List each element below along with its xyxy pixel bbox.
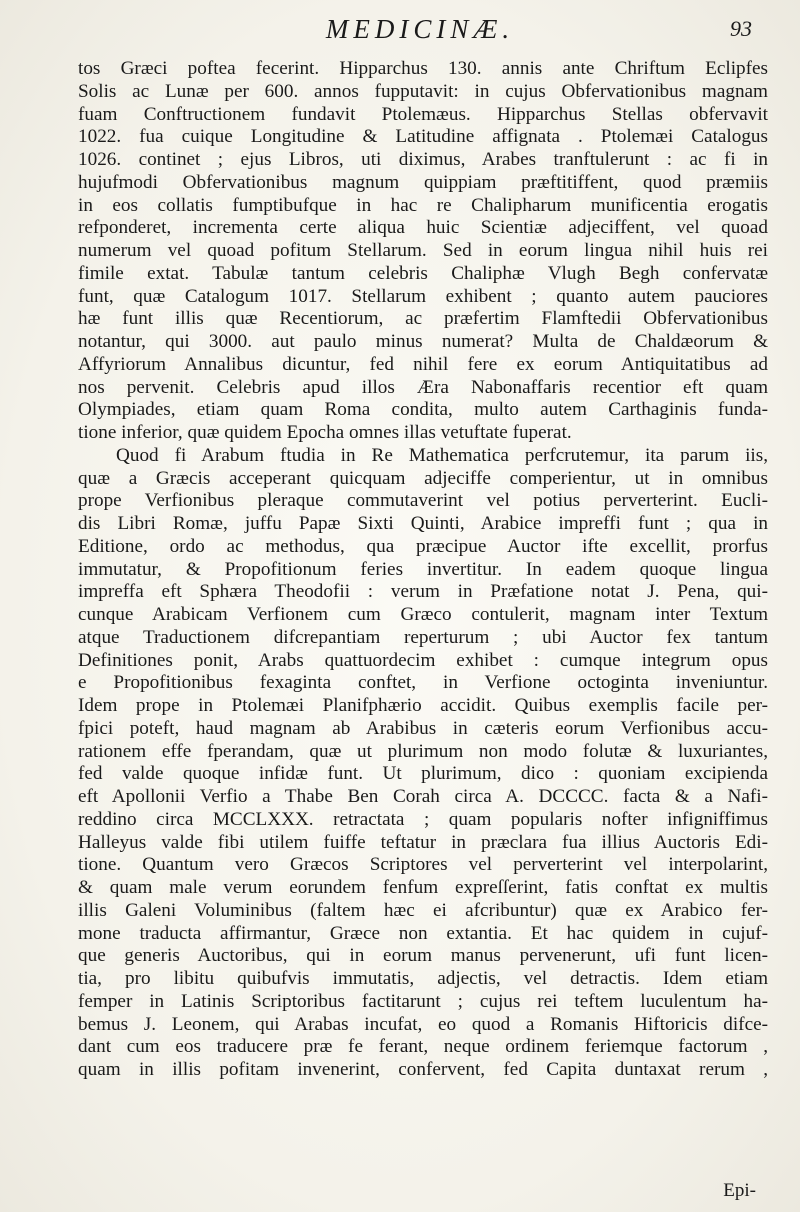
text-line: funt, quæ Catalogum 1017. Stellarum exhibent ; quanto autem pauciores bbox=[78, 285, 768, 307]
body-text bbox=[78, 58, 768, 1082]
text-line: quam in illis pofitam invenerint, confervent, fed Capita duntaxat rerum , bbox=[78, 1059, 768, 1080]
text-line: eft Apollonii Verfio a Thabe Ben Corah circa A. DCCCC. facta & a Nafi- bbox=[78, 786, 768, 807]
text-line: hæ funt illis quæ Recentiorum, ac præfertim Flamftedii Obfervationibus bbox=[78, 308, 768, 330]
text-line: 1026. continet ; ejus Libros, uti diximus, Arabes tranftulerunt : ac fi in bbox=[78, 149, 768, 170]
text-line: refponderet, incrementa certe aliqua huic Scientiæ adjeciffent, vel quoad bbox=[78, 217, 768, 239]
text-line: que generis Auctoribus, qui in eorum manus pervenerunt, ufi funt licen- bbox=[78, 945, 768, 967]
text-line: Editione, ordo ac methodus, qua præcipue Auctor ifte excellit, prorfus bbox=[78, 535, 768, 557]
text-line: quæ a Græcis acceperant quicquam adjeciffe comperientur, ut in omnibus bbox=[78, 467, 768, 489]
text-line: prope Verfionibus pleraque commutaverint vel potius perverterint. Eucli- bbox=[78, 490, 768, 512]
text-line: e Propofitionibus fexaginta conftet, in Verfione octoginta inveniuntur. bbox=[78, 672, 768, 694]
text-line: tia, pro libitu quibufvis immutatis, adjectis, vel detractis. Idem etiam bbox=[78, 968, 768, 989]
text-line: notantur, qui 3000. aut paulo minus numerat? Multa de Chaldæorum & bbox=[78, 331, 768, 352]
text-line: bemus J. Leonem, qui Arabas incufat, eo quod a Romanis Hiftoricis difce- bbox=[78, 1013, 768, 1035]
text-line: Olympiades, etiam quam Roma condita, multo autem Carthaginis funda- bbox=[78, 399, 768, 421]
text-line: fpici poteft, haud magnam ab Arabibus in cæteris eorum Verfionibus accu- bbox=[78, 717, 768, 739]
text-line: Solis ac Lunæ per 600. annos fupputavit: in cujus Obfervationibus magnam bbox=[78, 80, 768, 102]
text-line: fimile extat. Tabulæ tantum celebris Chaliphæ Vlugh Begh confervatæ bbox=[78, 262, 768, 284]
text-line: 1022. fua cuique Longitudine & Latitudine affignata . Ptolemæi Catalogus bbox=[78, 126, 768, 148]
text-line: illis Galeni Voluminibus (faltem hæc ei afcribuntur) quæ ex Arabico fer- bbox=[78, 899, 768, 921]
text-line: tione inferior, quæ quidem Epocha omnes illas vetuftate fuperat. bbox=[78, 422, 572, 443]
text-line: & quam male verum eorundem fenfum expreſſerint, fatis conftat ex multis bbox=[78, 877, 768, 898]
text-line: tos Græci poftea fecerint. Hipparchus 130. annis ante Chriftum Eclipfes bbox=[78, 58, 768, 79]
text-line: rationem effe fperandam, quæ ut plurimum non modo folutæ & luxuriantes, bbox=[78, 740, 768, 762]
text-line: femper in Latinis Scriptoribus factitarunt ; cujus rei teftem luculentum ha- bbox=[78, 990, 768, 1012]
page-number: 93 bbox=[730, 16, 752, 41]
page-header bbox=[80, 14, 760, 54]
text-line: atque Traductionem difcrepantiam reperturum ; ubi Auctor fex tantum bbox=[78, 626, 768, 648]
text-line: cunque Arabicam Verfionem cum Græco contulerit, magnam inter Textum bbox=[78, 604, 768, 625]
text-line: Quod fi Arabum ftudia in Re Mathematica perfcrutemur, ita parum iis, bbox=[116, 444, 768, 466]
text-line: tione. Quantum vero Græcos Scriptores vel perverterint vel interpolarint, bbox=[78, 854, 768, 876]
text-line: hujufmodi Obfervationibus magnum quippiam præftitiffent, quod præmiis bbox=[78, 171, 768, 193]
text-line: nos pervenit. Celebris apud illos Æra Nabonaffaris recentior eft quam bbox=[78, 376, 768, 398]
text-line: Definitiones ponit, Arabs quattuordecim exhibet : cumque integrum opus bbox=[78, 649, 768, 671]
text-line: mone traducta affirmantur, Græce non extantia. Et hac quidem in cujuf- bbox=[78, 922, 768, 944]
text-line: numerum vel quoad pofitum Stellarum. Sed in eorum lingua nihil huis rei bbox=[78, 240, 768, 261]
text-line: impreffa eft Sphæra Theodofii : verum in Præfatione notat J. Pena, qui- bbox=[78, 581, 768, 603]
text-line: reddino circa MCCLXXX. retractata ; quam popularis nofter infigniffimus bbox=[78, 808, 768, 830]
text-line: in eos collatis fumptibufque in hac re Chalipharum munificentia erogatis bbox=[78, 194, 768, 216]
text-line: Affyriorum Annalibus dicuntur, fed nihil fere ex eorum Antiquitatibus ad bbox=[78, 353, 768, 375]
text-line: Idem prope in Ptolemæi Planifphærio accidit. Quibus exemplis facile per- bbox=[78, 695, 768, 716]
text-line: Halleyus valde fibi utilem fuiffe teftatur in præclara fua illius Auctoris Edi- bbox=[78, 831, 768, 853]
text-line: dis Libri Romæ, juffu Papæ Sixti Quinti, Arabice impreffi funt ; qua in bbox=[78, 513, 768, 534]
text-line: dant cum eos traducere præ fe ferant, neque ordinem feriemque factorum , bbox=[78, 1036, 768, 1058]
running-head: MEDICINÆ. bbox=[325, 14, 515, 44]
text-line: fed valde quoque infidæ funt. Ut plurimum, dico : quoniam excipienda bbox=[78, 763, 768, 785]
text-line: fuam Conftructionem fundavit Ptolemæus. Hipparchus Stellas obfervavit bbox=[78, 103, 768, 125]
catchword: Epi- bbox=[723, 1180, 756, 1201]
text-line: immutatur, & Propofitionum feries invertitur. In eadem quoque lingua bbox=[78, 558, 768, 580]
